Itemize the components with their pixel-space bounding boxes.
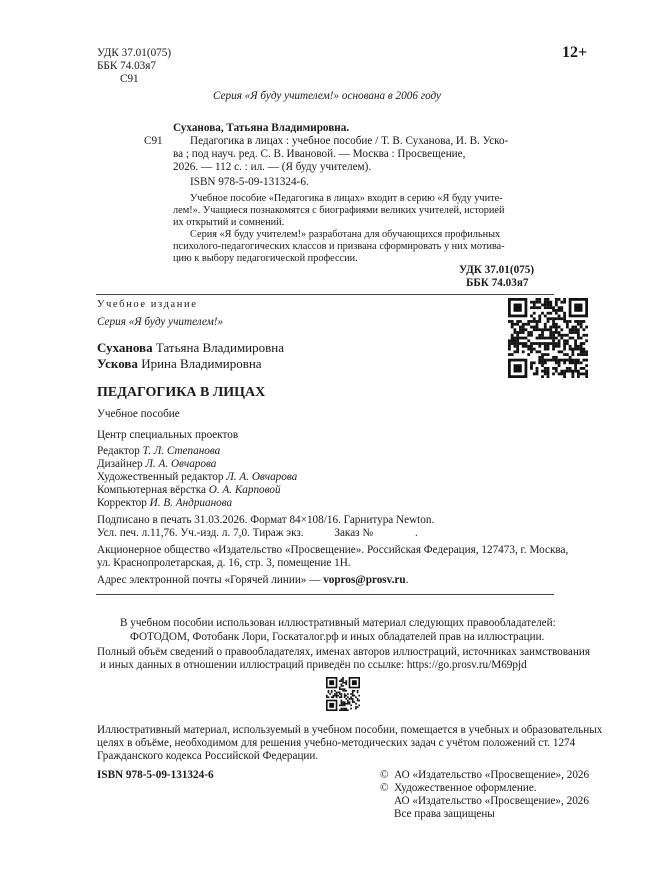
qr-code-icon <box>326 677 360 711</box>
author-line <box>97 356 262 371</box>
author-name: Ирина Владимировна <box>141 356 262 371</box>
annotation-line: лем!». Учащиеся познакомятся с биографиями великих учителей, историей <box>173 205 505 216</box>
legal-line: целях в объёме, необходимом для решения учебно-методических задач с учётом положений ст. 1274 <box>97 737 576 749</box>
record-line: 2026. — 112 с. : ил. — (Я буду учителем). <box>173 161 372 173</box>
author-line <box>97 340 284 355</box>
staff-role: Художественный редактор <box>97 471 224 483</box>
legal-line: Иллюстративный материал, используемый в учебном пособии, помещается в учебных и образовательных <box>97 724 603 736</box>
annotation-line: цию к выбору педагогической профессии. <box>173 253 358 264</box>
annotation-line: их открытий и сомнений. <box>173 217 285 228</box>
divider <box>96 294 554 295</box>
author-sign: С91 <box>120 73 139 85</box>
illustrations-line: и иных данных в отношении иллюстраций приведён по ссылке: https://go.prosv.ru/M69pjd <box>100 659 527 671</box>
staff-name: О. А. Карповой <box>208 484 281 496</box>
email-link[interactable]: vopros@prosv.ru <box>323 574 406 586</box>
email-line <box>97 574 408 587</box>
author-surname: Суханова <box>97 340 153 355</box>
edition-series: Серия «Я буду учителем!» <box>97 316 224 328</box>
staff-line <box>97 458 216 471</box>
print-line: Подписано в печать 31.03.2026. Формат 84×108/16. Гарнитура Newton. <box>97 514 435 526</box>
staff-name: И. В. Андрианова <box>149 497 233 509</box>
book-title: ПЕДАГОГИКА В ЛИЦАХ <box>97 385 266 400</box>
record-isbn: ISBN 978-5-09-131324-6. <box>190 176 309 188</box>
legal-line: Гражданского кодекса Российской Федерации. <box>97 750 319 762</box>
bbk-code: ББК 74.03я7 <box>97 60 157 72</box>
illustrations-line: В учебном пособии использован иллюстративный материал следующих правообладателей: <box>120 617 556 629</box>
email-label: Адрес электронной почты «Горячей линии» — <box>97 574 321 586</box>
staff-role: Корректор <box>97 497 147 509</box>
project-center: Центр специальных проектов <box>97 429 239 441</box>
copyright-line: Все права защищены <box>380 808 495 820</box>
copyright-line: АО «Издательство «Просвещение», 2026 <box>380 795 589 807</box>
staff-name: Л. А. Овчарова <box>226 471 298 483</box>
illustrations-line: Полный объём сведений о правообладателях, именах авторов иллюстраций, источниках заимствования <box>97 646 590 658</box>
staff-role: Дизайнер <box>97 458 143 470</box>
record-author-heading: Суханова, Татьяна Владимировна. <box>173 122 350 134</box>
udk-code: УДК 37.01(075) <box>97 47 172 59</box>
staff-name: Л. А. Овчарова <box>145 458 217 470</box>
qr-code-icon <box>508 298 588 378</box>
publisher-line: ул. Краснопролетарская, д. 16, стр. 3, помещение 1Н. <box>97 557 351 569</box>
divider <box>96 594 554 595</box>
staff-line <box>97 497 232 510</box>
record-udk: УДК 37.01(075) <box>459 264 535 276</box>
email-end: . <box>405 574 409 586</box>
staff-role: Редактор <box>97 445 140 457</box>
print-line: Усл. печ. л.11,76. Уч.-изд. л. 7,0. Тираж экз. Заказ № . <box>97 527 418 539</box>
copyright-line: © АО «Издательство «Просвещение», 2026 <box>380 769 590 781</box>
annotation-line: психолого-педагогических классов и призвана сформировать у них мотива- <box>173 241 505 252</box>
author-name: Татьяна Владимировна <box>155 340 285 355</box>
series-note: Серия «Я буду учителем!» основана в 2006 году <box>213 90 442 102</box>
record-bbk: ББК 74.03я7 <box>466 277 529 289</box>
age-rating: 12+ <box>562 44 588 61</box>
record-author-sign: С91 <box>144 135 163 147</box>
illustrations-line: ФОТОДОМ, Фотобанк Лори, Госкаталог.рф и иных обладателей прав на иллюстрации. <box>130 631 545 643</box>
staff-name: Т. Л. Степанова <box>142 445 221 457</box>
publisher-line: Акционерное общество «Издательство «Просвещение». Российская Федерация, 127473, г. Москва, <box>97 544 569 556</box>
footer-isbn: ISBN 978-5-09-131324-6 <box>97 769 214 781</box>
record-line: Педагогика в лицах : учебное пособие / Т. В. Суханова, И. В. Уско- <box>190 135 509 147</box>
staff-line <box>97 484 281 497</box>
staff-line <box>97 445 220 458</box>
staff-line <box>97 471 297 484</box>
annotation-line: Учебное пособие «Педагогика в лицах» входит в серию «Я буду учите- <box>190 193 503 204</box>
author-surname: Ускова <box>97 356 138 371</box>
copyright-line: © Художественное оформление. <box>380 782 537 794</box>
record-line: ва ; под науч. ред. С. В. Ивановой. — Москва : Просвещение, <box>173 148 466 160</box>
annotation-line: Серия «Я буду учителем!» разработана для обучающихся профильных <box>190 229 501 240</box>
book-subtitle: Учебное пособие <box>97 408 180 420</box>
staff-role: Компьютерная вёрстка <box>97 484 206 496</box>
edition-type: Учебное издание <box>97 299 198 310</box>
